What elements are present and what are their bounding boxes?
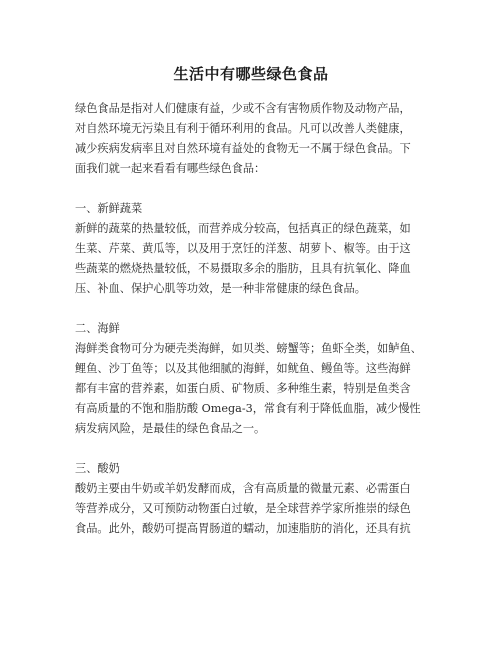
section-heading: 一、新鲜蔬菜: [75, 202, 143, 215]
section-line: 有高质量的不饱和脂肪酸 Omega-3，常食有利于降低血脂，减少慢性: [75, 402, 421, 415]
intro-line: 绿色食品是指对人们健康有益，少或不含有害物质作物及动物产品，: [75, 102, 411, 115]
section-line: 鲤鱼、沙丁鱼等；以及其他细腻的海鲜，如鱿鱼、鳗鱼等。这些海鲜: [75, 362, 411, 375]
section-line: 些蔬菜的燃烧热量较低，不易摄取多余的脂肪，且具有抗氧化、降血: [75, 262, 411, 275]
intro-line: 面我们就一起来看看有哪些绿色食品：: [75, 162, 266, 175]
section-line: 食品。此外，酸奶可提高胃肠道的蠕动，加速脂肪的消化，还具有抗: [75, 522, 411, 535]
section-line: 压、补血、保护心肌等功效，是一种非常健康的绿色食品。: [75, 282, 366, 295]
section-line: 都有丰富的营养素，如蛋白质、矿物质、多种维生素，特别是鱼类含: [75, 382, 411, 395]
section-line: 酸奶主要由牛奶或羊奶发酵而成，含有高质量的微量元素、必需蛋白: [75, 482, 411, 495]
section-line: 生菜、芹菜、黄瓜等，以及用于烹饪的洋葱、胡萝卜、椒等。由于这: [75, 242, 411, 255]
section-heading: 三、酸奶: [75, 462, 120, 475]
document-title: 生活中有哪些绿色食品: [173, 65, 329, 83]
section-line: 病发病风险，是最佳的绿色食品之一。: [75, 422, 266, 435]
section-heading: 二、海鲜: [75, 322, 120, 335]
intro-line: 减少疾病发病率且对自然环境有益处的食物无一不属于绿色食品。下: [75, 142, 411, 155]
section-line: 等营养成分，又可预防动物蛋白过敏，是全球营养学家所推崇的绿色: [75, 502, 411, 515]
section-line: 新鲜的蔬菜的热量较低，而营养成分较高，包括真正的绿色蔬菜，如: [75, 222, 411, 235]
intro-line: 对自然环境无污染且有利于循环利用的食品。凡可以改善人类健康，: [75, 122, 411, 135]
section-line: 海鲜类食物可分为硬壳类海鲜，如贝类、螃蟹等；鱼虾全类，如鲈鱼、: [75, 342, 422, 355]
